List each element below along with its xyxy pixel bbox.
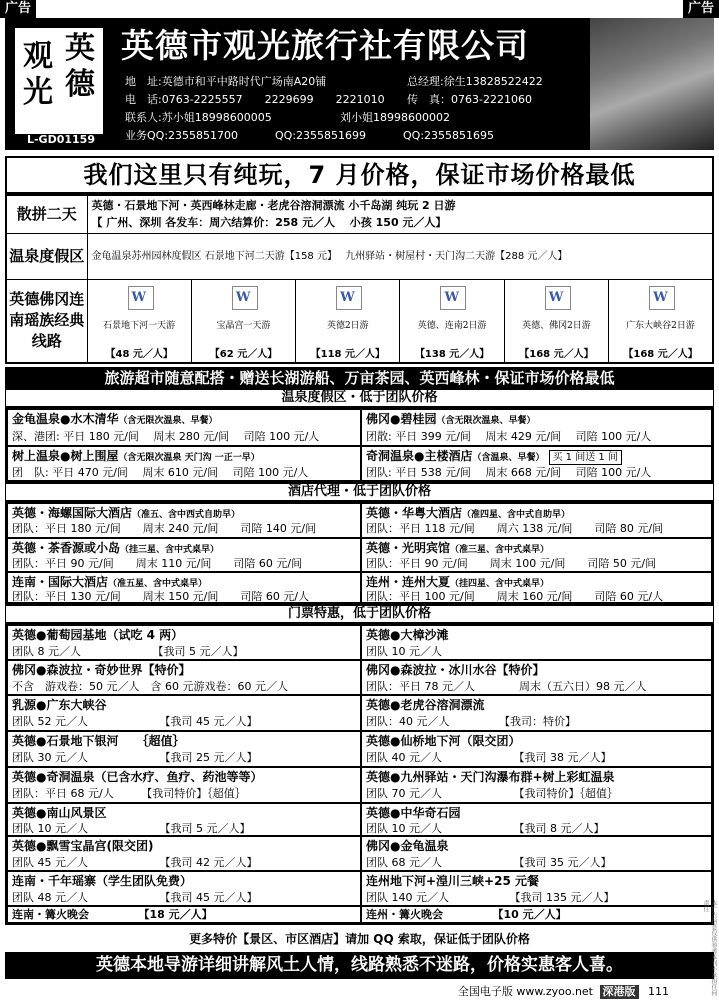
hot-spring-item [7,446,361,481]
ticket-price: 团队 30 元／人 【我司 25 元／人】 [12,751,258,764]
ticket-item [361,803,712,836]
manager: 总经理:徐生13828522422 [407,75,543,88]
license-number: L-GD01159 [26,133,95,146]
ticket-title: 英德●南山风景区 [12,806,107,820]
tour-item [296,279,400,363]
tour-row-head: 散拼二天 [6,195,87,233]
hot-spring-item [361,409,712,446]
ticket-item [7,836,361,871]
hotel-price: 团队：平日 90 元/间 周末 100 元/间 司陪 50 元/间 [366,557,657,570]
hot-spring-title: 树上温泉●树上围屋 [12,449,119,463]
hotel-note: （挂三星、含中式桌早） [120,545,220,555]
ticket-title: 佛冈●金龟温泉 [366,839,449,853]
ticket-price: 团队 48 元／人 【我司 45 元／人】 [12,891,258,904]
hotel-item [7,538,361,572]
tour-line: 金龟温泉苏州园林度假区 石景地下河二天游【158 元】 九州驿站・树屋村・天门沟二天游【288 元／人】 [91,250,568,262]
ticket-item [361,906,712,923]
phone: 电 话:0763-2225557 2229699 2221010 [125,93,385,106]
ticket-item [361,660,712,695]
ticket-price: 团队 10 元／人 【我司 8 元／人】 [366,822,605,835]
ticket-title: 英德●九州驿站・天门沟瀑布群+树上彩虹温泉 [366,770,615,784]
ticket-title: 连南・篝火晚会 【18 元／人】 [12,908,213,921]
ticket-item [7,731,361,767]
hot-spring-note: （含无限次温泉、早餐） [118,416,218,426]
ticket-title: 英德●石景地下银河 ｛超值｝ [12,734,185,748]
license-label: 经营许可证 [33,119,89,132]
hot-spring-title: 奇洞温泉●主楼酒店 [366,449,473,463]
tour-item [504,279,608,363]
ticket-item [361,695,712,731]
ticket-price: 团队 68 元／人 【我司 35 元／人】 [366,856,612,869]
ticket-title: 英德●飘雪宝晶宫(限交团) [12,839,154,853]
tour-item-price: 【62 元／人】 [209,349,278,360]
scenery-photo [590,18,714,150]
hotel-price: 团队：平日 100 元/间 周末 160 元/间 司陪 60 元/人 [366,590,664,603]
tour-item-price: 【138 元／人】 [414,349,490,360]
ticket-price: 团队 8 元／人 【我司 5 元／人】 [12,645,244,658]
site-text: 全国电子版 www.zyoo.net [457,985,593,998]
company-header [5,18,714,150]
ticket-price: 团队 140 元／人 【我司 135 元／人】 [366,891,615,904]
license-info [11,119,111,147]
ticket-title: 英德●大樟沙滩 [366,628,449,642]
ticket-price: 团队：40 元／人 【我司：特价】 [366,715,576,728]
document-icon [128,286,154,310]
section-tickets: 门票特惠，低于团队价格 [5,605,714,623]
ticket-item [361,767,712,803]
ticket-item [7,871,361,906]
hotel-title: 连州・连州大夏 [366,575,451,589]
promo-badge: 买 1 间送 1 间 [549,450,622,465]
company-name: 英德市观光旅行社有限公司 [121,26,529,65]
tour-line: 【 广州、深圳 各发车：周六结算价：258 元／人 小孩 150 元／人】 [91,216,447,230]
ticket-title: 英德●葡萄园基地（试吃 4 两） [12,628,184,642]
logo-char: 德 [65,67,95,102]
tour-item-name: 宝晶宫一天游 [216,320,271,331]
hot-spring-note: （含无限次温泉、早餐） [436,416,536,426]
hot-spring-price: 团 队: 平日 470 元/间 周末 610 元/间 司陪 100 元/人 [12,466,309,479]
page-footer [458,985,669,999]
ticket-item [7,803,361,836]
hot-spring-title: 金龟温泉●水木清华 [12,412,119,426]
ticket-title: 英德●中华奇石园 [366,806,461,820]
main-slogan: 我们这里只有纯玩，7 月价格，保证市场价格最低 [5,156,714,194]
ticket-price: 团队 70 元／人 【我司特价】｛超值｝ [366,787,618,800]
contact-1: 联系人:苏小姐18998600005 [125,111,272,124]
tour-item-price: 【168 元／人】 [623,349,698,360]
contact-2: 刘小姐18998600002 [340,111,450,124]
ticket-title: 佛冈●森波拉・冰川水谷【特价】 [366,663,545,677]
ticket-price: 团队 10 元／人 【我司 5 元／人】 [12,822,251,835]
ticket-item [361,836,712,871]
side-disclaimer: 本广告信息仅供参考本刊不承担任何责任 [702,900,717,996]
hotel-item [7,503,361,538]
ticket-item [361,625,712,660]
tour-item-price: 【48 元／人】 [105,349,173,360]
tour-item [87,279,191,363]
tour-item [191,279,295,363]
logo-char: 观 [23,39,53,74]
document-icon [232,286,258,310]
tour-item-price: 【118 元／人】 [310,349,385,360]
hotel-note: （准三星、含中式桌早） [450,545,550,555]
fax: 传 真：0763-2221060 [407,93,532,106]
hotel-price: 团队：平日 180 元/间 周末 240 元/间 司陪 140 元/间 [12,522,317,535]
hotel-title: 英德・华粤大酒店 [366,506,463,520]
logo-char: 光 [23,75,53,110]
hotel-title: 英德・光明宾馆 [366,541,451,555]
tour-item [609,279,713,363]
ticket-title: 英德●老虎谷溶洞漂流 [366,698,485,712]
ticket-title: 英德●奇洞温泉（已含水疗、鱼疗、药池等等） [12,770,263,784]
more-deals-note: 更多特价【景区、市区酒店】请加 QQ 索取，保证低于团队价格 [189,932,530,946]
hotel-note: （准四星、含中式自助早） [462,510,571,520]
document-icon [440,286,466,310]
hot-spring-title: 佛冈●碧桂园 [366,412,437,426]
tour-item-name: 石景地下河一天游 [103,320,176,331]
ticket-title: 乳源●广东大峡谷 [12,698,107,712]
hot-spring-note: （含无限次温泉 天门沟 一正一早） [118,453,260,463]
ticket-item [7,625,361,660]
ticket-title: 英德●仙桥地下河（限交团） [366,734,521,748]
tours-table [5,194,714,364]
ticket-title: 佛冈●森波拉・奇妙世界【特价】 [12,663,191,677]
hot-spring-item [7,409,361,446]
ticket-price: 团队 10 元／人 [366,645,442,658]
document-icon [545,286,571,310]
hotel-title: 英德・海螺国际大酒店 [12,506,133,520]
logo-char: 英 [65,31,95,66]
hot-spring-price: 团散: 平日 399 元/间 周末 429 元/间 司陪 100 元/人 [366,430,652,443]
hotel-item [361,503,712,538]
tour-row-head: 温泉度假区 [6,233,87,279]
document-icon [336,286,362,310]
hotel-note: （准五、含中西式自助早） [132,510,241,520]
hotel-item [7,572,361,603]
hotel-price: 团队：平日 90 元/间 周末 110 元/间 司陪 60 元/间 [12,557,303,570]
ticket-price: 团队 52 元／人 【我司 45 元／人】 [12,715,258,728]
hot-spring-price: 深、港团: 平日 180 元/间 周末 280 元/间 司陪 100 元/人 [12,430,320,443]
qq-3: QQ:2355851695 [403,129,495,142]
ticket-item [7,695,361,731]
address: 地 址:英德市和平中路时代广场南A20铺 [125,75,327,88]
ad-label-left: 广告 [0,0,36,18]
hotels-grid [5,501,714,605]
qq-1: 业务QQ:2355851700 [125,129,239,142]
edition-badge: 深港版 [600,985,639,999]
page-number: 111 [648,985,669,998]
ticket-item [361,871,712,906]
ticket-price: 团队 45 元／人 【我司 42 元／人】 [12,856,258,869]
hotel-item [361,538,712,572]
ticket-price: 团队：平日 78 元／人 周末（五六日）98 元／人 [366,680,647,693]
ticket-title: 连州地下河+湟川三峡+25 元餐 [366,874,539,888]
hotel-title: 英德・茶香源或小岛 [12,541,121,555]
document-icon [649,286,675,310]
ticket-item [7,906,361,923]
ticket-title: 连南・千年瑶寨（学生团队免费） [12,874,193,888]
tour-line: 英德・石景地下河・英西峰林走廊・老虎谷溶洞漂流 小千岛湖 纯玩 2 日游 [91,199,456,213]
ticket-price: 团队：平日 68 元/人 【我司特价】｛超值｝ [12,787,246,800]
hot-springs-grid [5,407,714,483]
hotel-note: （挂四星、含中式桌早） [450,579,550,589]
tour-item-name: 英德、佛冈2日游 [522,320,591,331]
ticket-item [7,767,361,803]
hotel-item [361,572,712,603]
ticket-title: 连州・篝火晚会 【10 元／人】 [366,908,567,921]
ticket-price: 团队 40 元／人 【我司 38 元／人】 [366,751,612,764]
hotel-price: 团队：平日 130 元/间 周末 150 元/间 司陪 60 元/人 [12,590,310,603]
hotel-note: （准五星、含中式桌早） [108,579,208,589]
tour-item-name: 广东大峡谷2日游 [626,320,695,331]
hotel-price: 团队：平日 118 元/间 周六 138 元/间 司陪 80 元/间 [366,522,664,535]
tour-item-name: 英德2日游 [326,320,369,331]
ticket-item [7,660,361,695]
tickets-grid [5,623,714,925]
footer-banner: 英德本地导游详细讲解风土人情，线路熟悉不迷路，价格实惠客人喜。 [5,952,714,979]
promo-banner: 旅游超市随意配搭・赠送长湖游船、万亩茶园、英西峰林・保证市场价格最低 [5,367,714,389]
tour-item-name: 英德、连南2日游 [417,320,487,331]
tour-item-price: 【168 元／人】 [519,349,594,360]
hot-spring-price: 团队: 平日 538 元/间 周末 668 元/间 司陪 100 元/人 [366,466,652,479]
ticket-item [361,731,712,767]
tour-item [400,279,504,363]
tour-row-head: 英德佛冈连南瑶族经典线路 [6,279,87,363]
section-hot-springs: 温泉度假区・低于团队价格 [5,389,714,407]
qq-2: QQ:2355851699 [275,129,367,142]
hot-spring-note: （含温泉、早餐） [472,453,545,463]
ticket-price: 不含 游戏卷：50 元／人 含 60 元游戏卷：60 元／人 [12,680,288,693]
ad-label-right: 广告 [683,0,719,18]
hot-spring-item [361,446,712,481]
section-hotels: 酒店代理・低于团队价格 [5,483,714,501]
hotel-title: 连南・国际大酒店 [12,575,109,589]
